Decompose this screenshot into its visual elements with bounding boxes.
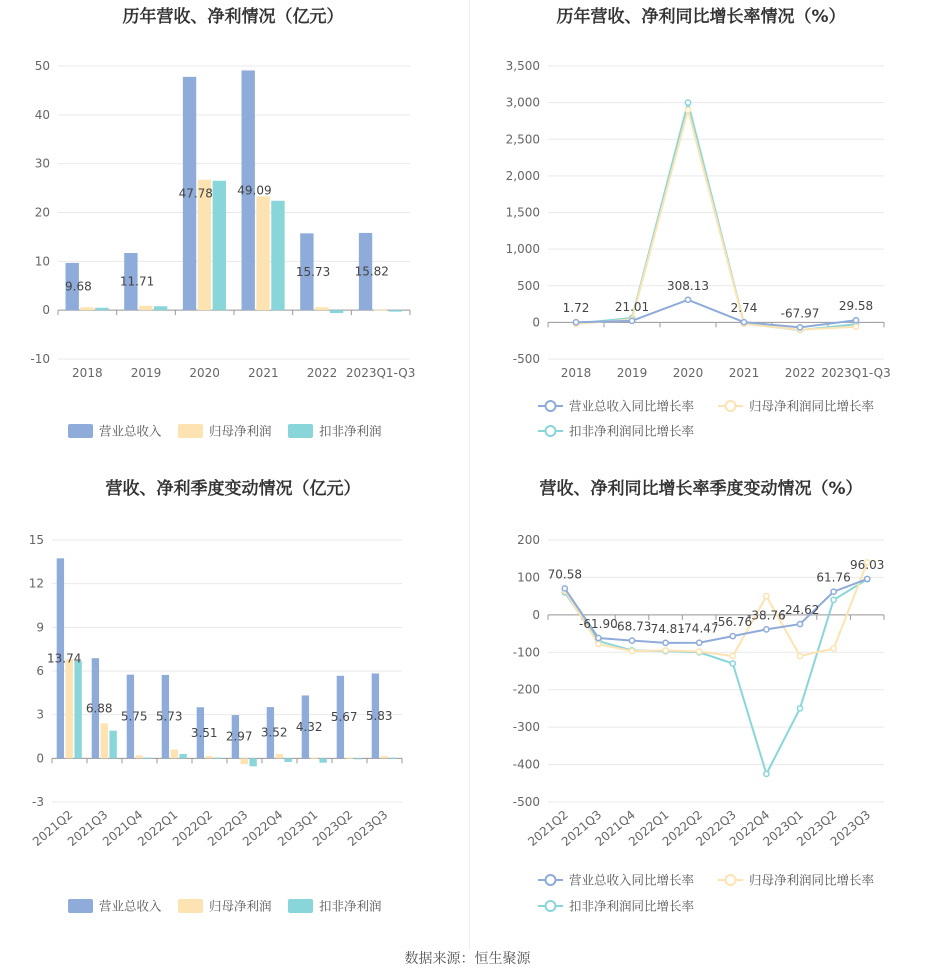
data-label: 15.82 xyxy=(354,264,389,279)
x-tick-label: 2023Q1 xyxy=(760,807,806,849)
legend-swatch xyxy=(178,899,203,913)
x-tick-label: 2023Q1-Q3 xyxy=(821,366,891,380)
bar xyxy=(330,310,343,313)
data-label: 70.58 xyxy=(547,567,582,582)
x-tick-label: 2023Q2 xyxy=(309,807,356,849)
data-label: 5.73 xyxy=(155,709,183,724)
data-label: 61.76 xyxy=(816,570,851,585)
data-point xyxy=(730,653,735,658)
data-label: 96.03 xyxy=(850,557,885,572)
bar xyxy=(315,307,328,310)
x-tick-label: 2022Q1 xyxy=(134,807,181,849)
data-point xyxy=(730,634,735,639)
x-tick-label: 2023Q1-Q3 xyxy=(345,366,416,380)
x-tick-label: 2021Q2 xyxy=(525,807,571,849)
data-label: 11.71 xyxy=(119,274,155,289)
data-point xyxy=(629,649,634,654)
y-tick-label: 2,500 xyxy=(505,132,540,147)
y-tick-label: -300 xyxy=(512,720,540,735)
data-label: -61.90 xyxy=(579,617,618,632)
y-tick-label: 1,000 xyxy=(505,242,540,257)
x-tick-label: 2021 xyxy=(248,366,279,380)
y-tick-label: -500 xyxy=(512,795,540,809)
data-label: -74.81 xyxy=(646,621,685,636)
bar xyxy=(74,661,81,759)
bar xyxy=(389,310,402,311)
bar xyxy=(206,756,213,758)
x-tick-label: 2019 xyxy=(616,366,648,380)
data-point xyxy=(764,771,769,776)
bar xyxy=(80,307,93,310)
chart-title: 历年营收、净利同比增长率情况（%） xyxy=(556,7,846,27)
legend-swatch-marker xyxy=(546,401,556,411)
legend-swatch xyxy=(288,899,313,913)
y-tick-label: 0 xyxy=(42,303,50,318)
y-tick-label: 9 xyxy=(36,620,44,635)
y-tick-label: -100 xyxy=(512,645,540,660)
bar xyxy=(381,756,388,758)
chart-title: 营收、净利季度变动情况（亿元） xyxy=(105,479,361,499)
y-tick-label: 3 xyxy=(36,707,44,722)
data-point xyxy=(831,589,836,594)
y-tick-label: -400 xyxy=(512,757,540,772)
data-label: 3.52 xyxy=(260,725,288,740)
data-point xyxy=(865,576,870,581)
data-point xyxy=(797,621,802,626)
data-label: 21.01 xyxy=(614,299,650,314)
data-label: -24.62 xyxy=(780,603,820,618)
bar xyxy=(271,201,284,310)
bar xyxy=(101,723,108,758)
y-tick-label: -200 xyxy=(512,682,540,697)
x-tick-label: 2023Q2 xyxy=(794,807,840,849)
bar xyxy=(249,758,256,766)
legend-label: 扣非净利润同比增长率 xyxy=(569,898,695,914)
y-tick-label: 2,000 xyxy=(505,168,540,183)
annual-growth-rate-chart xyxy=(468,0,935,470)
bar xyxy=(171,750,178,759)
bar xyxy=(136,755,143,758)
data-label: -67.97 xyxy=(780,306,820,321)
data-label: 49.09 xyxy=(237,183,272,198)
x-tick-label: 2022Q3 xyxy=(204,807,251,849)
data-point xyxy=(663,640,668,645)
data-label: 3.51 xyxy=(190,725,218,740)
y-tick-label: 200 xyxy=(517,533,540,547)
quarterly-growth-rate-chart xyxy=(468,472,935,942)
legend-swatch-marker xyxy=(546,426,556,436)
data-label: 5.67 xyxy=(330,710,358,725)
legend-swatch-marker xyxy=(546,875,556,885)
bar xyxy=(109,731,116,759)
data-point xyxy=(853,318,858,323)
bar xyxy=(256,196,269,310)
data-label: 2.74 xyxy=(730,301,758,316)
data-point xyxy=(629,638,634,643)
series-line xyxy=(576,110,856,330)
annual-growth-rate-svg xyxy=(468,0,935,470)
legend-label: 扣非净利润 xyxy=(319,423,382,439)
bar xyxy=(311,758,318,759)
y-tick-label: -10 xyxy=(30,352,50,366)
data-point xyxy=(831,646,836,651)
y-tick-label: 6 xyxy=(36,664,44,678)
bar xyxy=(154,306,167,310)
data-point xyxy=(596,635,601,640)
legend-label: 营业总收入同比增长率 xyxy=(569,398,695,414)
bar xyxy=(354,758,361,759)
y-tick-label: 0 xyxy=(532,607,540,622)
bar xyxy=(95,308,108,310)
x-tick-label: 2022Q4 xyxy=(239,807,286,849)
legend-label: 营业总收入 xyxy=(99,423,162,439)
data-point xyxy=(697,640,702,645)
legend-label: 归母净利润 xyxy=(209,898,272,914)
bar xyxy=(276,754,283,758)
data-point xyxy=(596,641,601,646)
legend-label: 营业总收入 xyxy=(99,898,162,914)
x-tick-label: 2020 xyxy=(672,366,704,380)
quarterly-revenue-profit-svg xyxy=(0,472,467,942)
x-tick-label: 2020 xyxy=(189,366,220,380)
x-tick-label: 2021Q4 xyxy=(592,807,638,849)
bar xyxy=(144,758,151,759)
bar xyxy=(66,659,73,758)
y-tick-label: 0 xyxy=(532,315,540,330)
y-tick-label: 15 xyxy=(28,533,44,547)
x-tick-label: 2022Q2 xyxy=(169,807,216,849)
bar xyxy=(346,758,353,759)
x-tick-label: 2021Q2 xyxy=(29,807,76,849)
data-label: 2.97 xyxy=(225,729,253,744)
quarterly-growth-rate-svg xyxy=(468,472,935,942)
x-tick-label: 2023Q3 xyxy=(344,807,391,849)
x-tick-label: 2019 xyxy=(130,366,162,380)
y-tick-label: -500 xyxy=(512,352,540,366)
x-tick-label: 2021Q3 xyxy=(64,807,111,849)
data-point xyxy=(697,649,702,654)
data-point xyxy=(764,627,769,632)
data-label: -68.73 xyxy=(612,619,652,634)
data-point xyxy=(741,320,746,325)
data-point xyxy=(730,661,735,666)
legend-label: 归母净利润同比增长率 xyxy=(749,398,875,414)
x-tick-label: 2022 xyxy=(306,366,338,380)
bar xyxy=(139,306,152,310)
legend-swatch xyxy=(178,424,203,438)
y-tick-label: 30 xyxy=(34,156,50,171)
data-point xyxy=(797,653,802,658)
data-label: -38.76 xyxy=(747,608,786,623)
series-line xyxy=(565,579,867,774)
legend-swatch-marker xyxy=(726,401,736,411)
legend-swatch xyxy=(288,424,313,438)
y-tick-label: 40 xyxy=(34,107,50,122)
y-tick-label: 3,000 xyxy=(505,95,540,110)
x-tick-label: 2023Q3 xyxy=(827,807,874,849)
y-tick-label: 1,500 xyxy=(505,205,540,220)
data-source-footer: 数据来源：恒生聚源 xyxy=(404,951,531,967)
data-point xyxy=(663,648,668,653)
data-point xyxy=(797,706,802,711)
bar xyxy=(374,310,387,311)
y-tick-label: -3 xyxy=(32,795,44,809)
legend-label: 归母净利润同比增长率 xyxy=(749,872,875,888)
data-point xyxy=(685,297,690,302)
data-label: 5.83 xyxy=(365,708,393,723)
y-tick-label: 20 xyxy=(34,205,50,220)
x-tick-label: 2022Q3 xyxy=(693,807,739,849)
data-label: 29.58 xyxy=(838,299,874,314)
data-point xyxy=(562,586,567,591)
x-tick-label: 2018 xyxy=(72,366,103,380)
data-label: 13.74 xyxy=(47,651,82,666)
data-label: 5.75 xyxy=(120,709,148,724)
data-point xyxy=(629,318,634,323)
legend-label: 扣非净利润 xyxy=(319,898,382,914)
x-tick-label: 2022Q2 xyxy=(659,807,706,849)
data-point xyxy=(685,107,690,112)
annual-revenue-profit-chart xyxy=(0,0,467,470)
legend-swatch xyxy=(68,899,93,913)
legend-swatch-marker xyxy=(546,901,556,911)
x-tick-label: 2021 xyxy=(728,366,760,380)
quarterly-revenue-profit-chart xyxy=(0,472,467,942)
panel-divider xyxy=(469,0,470,950)
data-label: 4.32 xyxy=(295,719,323,734)
y-tick-label: 10 xyxy=(34,254,50,269)
x-tick-label: 2023Q1 xyxy=(274,807,321,849)
bar xyxy=(213,181,226,310)
bar xyxy=(389,758,396,759)
data-label: -56.76 xyxy=(713,615,753,630)
legend-label: 归母净利润 xyxy=(209,423,272,439)
annual-revenue-profit-svg xyxy=(0,0,467,470)
data-point xyxy=(573,320,578,325)
data-label: 15.73 xyxy=(295,264,331,279)
y-tick-label: 3,500 xyxy=(505,59,540,73)
chart-title: 历年营收、净利情况（亿元） xyxy=(122,7,344,27)
data-point xyxy=(797,325,802,330)
x-tick-label: 2022Q4 xyxy=(726,807,773,849)
y-tick-label: 100 xyxy=(517,570,540,585)
y-tick-label: 12 xyxy=(28,576,44,591)
x-tick-label: 2022 xyxy=(784,366,816,380)
legend-swatch xyxy=(68,424,93,438)
legend-label: 营业总收入同比增长率 xyxy=(569,872,695,888)
data-label: 47.78 xyxy=(178,186,213,201)
bar xyxy=(241,758,248,764)
data-label: 1.72 xyxy=(562,301,590,316)
y-tick-label: 500 xyxy=(517,278,540,293)
data-point xyxy=(685,100,690,105)
x-tick-label: 2022Q1 xyxy=(626,807,672,849)
y-tick-label: 50 xyxy=(34,59,50,73)
chart-title: 营收、净利同比增长率季度变动情况（%） xyxy=(539,479,863,499)
x-tick-label: 2021Q4 xyxy=(99,807,146,849)
data-point xyxy=(764,594,769,599)
bar xyxy=(179,754,186,758)
x-tick-label: 2021Q3 xyxy=(558,807,605,849)
data-point xyxy=(853,324,858,329)
data-label: -74.47 xyxy=(679,621,719,636)
data-label: 308.13 xyxy=(667,278,709,293)
data-point xyxy=(831,597,836,602)
x-tick-label: 2018 xyxy=(560,366,592,380)
bar xyxy=(284,758,291,762)
data-label: 6.88 xyxy=(85,701,113,716)
y-tick-label: 0 xyxy=(36,751,44,766)
legend-label: 扣非净利润同比增长率 xyxy=(569,423,695,439)
bar xyxy=(319,758,326,762)
bar xyxy=(214,758,221,759)
legend-swatch-marker xyxy=(726,875,736,885)
data-label: 9.68 xyxy=(65,279,92,294)
